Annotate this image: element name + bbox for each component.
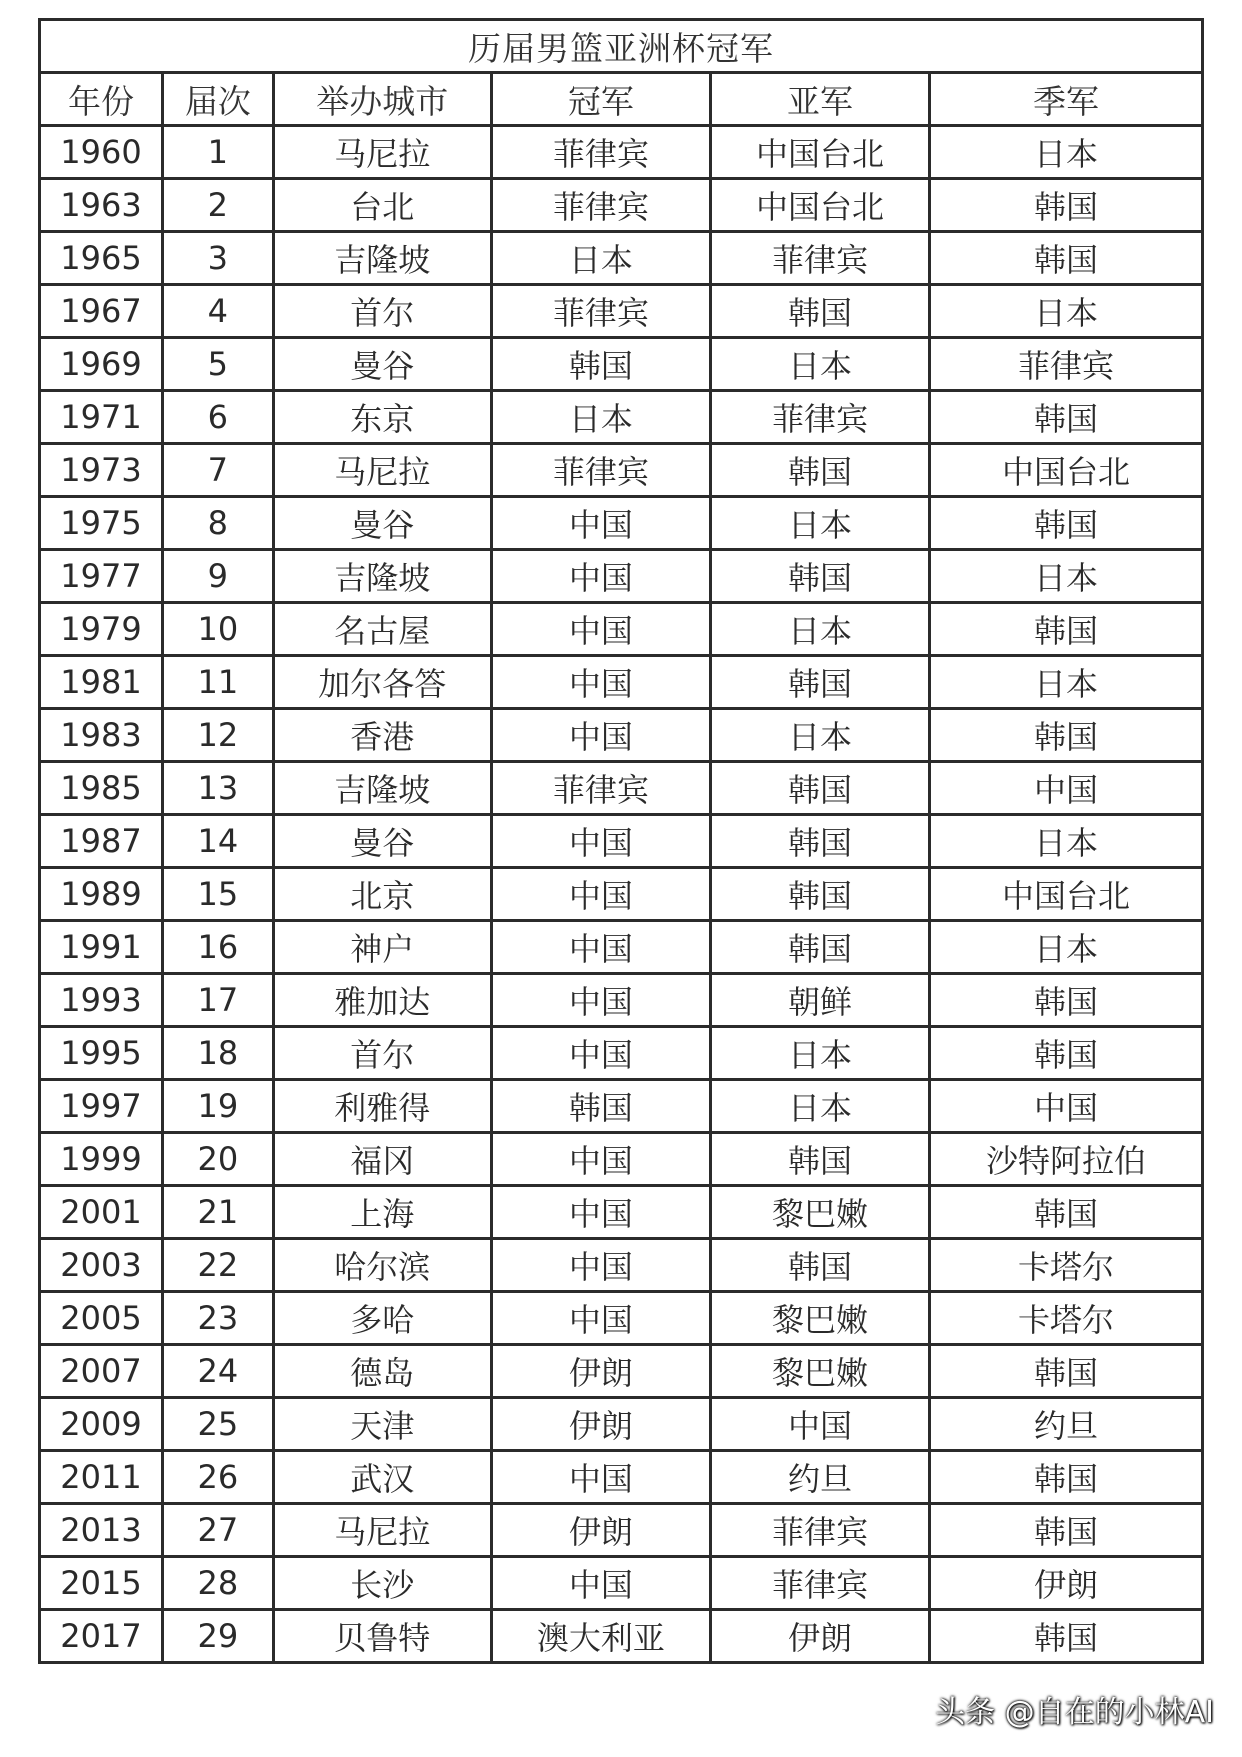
cell-edition: 25 — [163, 1398, 274, 1451]
table-row — [40, 1027, 1203, 1080]
cell-host-city: 贝鲁特 — [273, 1610, 491, 1663]
cell-champion: 澳大利亚 — [491, 1610, 710, 1663]
cell-host-city: 上海 — [273, 1186, 491, 1239]
table-body — [40, 126, 1203, 1663]
cell-runner-up: 黎巴嫩 — [710, 1292, 929, 1345]
cell-third-place: 日本 — [930, 815, 1203, 868]
cell-champion: 菲律宾 — [491, 285, 710, 338]
cell-runner-up: 韩国 — [710, 550, 929, 603]
cell-host-city: 香港 — [273, 709, 491, 762]
cell-edition: 3 — [163, 232, 274, 285]
cell-third-place: 韩国 — [930, 179, 1203, 232]
cell-champion: 中国 — [491, 1557, 710, 1610]
cell-year: 1971 — [40, 391, 163, 444]
champions-table — [38, 18, 1204, 1664]
cell-host-city: 长沙 — [273, 1557, 491, 1610]
cell-edition: 7 — [163, 444, 274, 497]
cell-year: 1963 — [40, 179, 163, 232]
table-row — [40, 1504, 1203, 1557]
cell-runner-up: 菲律宾 — [710, 232, 929, 285]
cell-runner-up: 中国台北 — [710, 179, 929, 232]
cell-champion: 日本 — [491, 232, 710, 285]
cell-champion: 中国 — [491, 921, 710, 974]
cell-year: 2011 — [40, 1451, 163, 1504]
cell-champion: 中国 — [491, 709, 710, 762]
table-row — [40, 550, 1203, 603]
table-row — [40, 1610, 1203, 1663]
header-host-city: 举办城市 — [273, 73, 491, 126]
table-row — [40, 338, 1203, 391]
cell-year: 2017 — [40, 1610, 163, 1663]
cell-runner-up: 韩国 — [710, 921, 929, 974]
cell-year: 1960 — [40, 126, 163, 179]
cell-third-place: 韩国 — [930, 1186, 1203, 1239]
cell-third-place: 韩国 — [930, 1610, 1203, 1663]
cell-host-city: 马尼拉 — [273, 1504, 491, 1557]
header-third-place: 季军 — [930, 73, 1203, 126]
cell-runner-up: 日本 — [710, 1080, 929, 1133]
cell-champion: 中国 — [491, 656, 710, 709]
cell-third-place: 韩国 — [930, 1345, 1203, 1398]
cell-runner-up: 日本 — [710, 1027, 929, 1080]
cell-edition: 28 — [163, 1557, 274, 1610]
cell-host-city: 神户 — [273, 921, 491, 974]
cell-edition: 27 — [163, 1504, 274, 1557]
cell-year: 1969 — [40, 338, 163, 391]
cell-third-place: 约旦 — [930, 1398, 1203, 1451]
cell-champion: 菲律宾 — [491, 179, 710, 232]
cell-year: 1977 — [40, 550, 163, 603]
cell-host-city: 东京 — [273, 391, 491, 444]
cell-year: 1987 — [40, 815, 163, 868]
cell-runner-up: 韩国 — [710, 762, 929, 815]
cell-host-city: 吉隆坡 — [273, 762, 491, 815]
cell-edition: 22 — [163, 1239, 274, 1292]
cell-third-place: 韩国 — [930, 497, 1203, 550]
cell-runner-up: 菲律宾 — [710, 391, 929, 444]
cell-edition: 11 — [163, 656, 274, 709]
cell-host-city: 马尼拉 — [273, 126, 491, 179]
cell-host-city: 哈尔滨 — [273, 1239, 491, 1292]
cell-edition: 5 — [163, 338, 274, 391]
cell-edition: 19 — [163, 1080, 274, 1133]
cell-host-city: 马尼拉 — [273, 444, 491, 497]
cell-edition: 15 — [163, 868, 274, 921]
cell-third-place: 卡塔尔 — [930, 1292, 1203, 1345]
cell-third-place: 中国台北 — [930, 868, 1203, 921]
table-row — [40, 868, 1203, 921]
cell-year: 2009 — [40, 1398, 163, 1451]
cell-host-city: 福冈 — [273, 1133, 491, 1186]
header-year: 年份 — [40, 73, 163, 126]
cell-host-city: 名古屋 — [273, 603, 491, 656]
table-row — [40, 126, 1203, 179]
cell-edition: 13 — [163, 762, 274, 815]
cell-champion: 中国 — [491, 974, 710, 1027]
table-row — [40, 179, 1203, 232]
cell-host-city: 武汉 — [273, 1451, 491, 1504]
cell-third-place: 日本 — [930, 285, 1203, 338]
cell-host-city: 加尔各答 — [273, 656, 491, 709]
cell-champion: 菲律宾 — [491, 126, 710, 179]
cell-year: 1979 — [40, 603, 163, 656]
cell-edition: 1 — [163, 126, 274, 179]
cell-host-city: 曼谷 — [273, 497, 491, 550]
cell-runner-up: 韩国 — [710, 1239, 929, 1292]
cell-champion: 中国 — [491, 1451, 710, 1504]
cell-third-place: 中国 — [930, 762, 1203, 815]
cell-runner-up: 约旦 — [710, 1451, 929, 1504]
cell-edition: 16 — [163, 921, 274, 974]
table-row — [40, 656, 1203, 709]
table-row — [40, 391, 1203, 444]
cell-host-city: 多哈 — [273, 1292, 491, 1345]
cell-year: 1967 — [40, 285, 163, 338]
cell-runner-up: 韩国 — [710, 1133, 929, 1186]
cell-third-place: 韩国 — [930, 232, 1203, 285]
cell-host-city: 首尔 — [273, 285, 491, 338]
header-row — [40, 73, 1203, 126]
table-row — [40, 1451, 1203, 1504]
cell-champion: 中国 — [491, 1292, 710, 1345]
table-row — [40, 1186, 1203, 1239]
cell-edition: 18 — [163, 1027, 274, 1080]
table-row — [40, 497, 1203, 550]
cell-third-place: 菲律宾 — [930, 338, 1203, 391]
cell-champion: 中国 — [491, 815, 710, 868]
cell-champion: 中国 — [491, 603, 710, 656]
cell-year: 1999 — [40, 1133, 163, 1186]
cell-champion: 中国 — [491, 1133, 710, 1186]
cell-year: 1997 — [40, 1080, 163, 1133]
cell-year: 1973 — [40, 444, 163, 497]
cell-third-place: 韩国 — [930, 974, 1203, 1027]
cell-third-place: 韩国 — [930, 1504, 1203, 1557]
cell-third-place: 中国台北 — [930, 444, 1203, 497]
cell-year: 1981 — [40, 656, 163, 709]
cell-year: 2007 — [40, 1345, 163, 1398]
cell-runner-up: 中国 — [710, 1398, 929, 1451]
cell-edition: 6 — [163, 391, 274, 444]
cell-runner-up: 黎巴嫩 — [710, 1345, 929, 1398]
cell-year: 1975 — [40, 497, 163, 550]
table-row — [40, 762, 1203, 815]
cell-runner-up: 菲律宾 — [710, 1557, 929, 1610]
cell-year: 1985 — [40, 762, 163, 815]
cell-year: 2015 — [40, 1557, 163, 1610]
table-row — [40, 1080, 1203, 1133]
cell-year: 1993 — [40, 974, 163, 1027]
cell-champion: 菲律宾 — [491, 444, 710, 497]
cell-year: 1991 — [40, 921, 163, 974]
table-row — [40, 1557, 1203, 1610]
title-row — [40, 20, 1203, 73]
cell-champion: 韩国 — [491, 338, 710, 391]
cell-runner-up: 伊朗 — [710, 1610, 929, 1663]
cell-host-city: 雅加达 — [273, 974, 491, 1027]
cell-year: 1965 — [40, 232, 163, 285]
cell-runner-up: 日本 — [710, 497, 929, 550]
cell-third-place: 韩国 — [930, 709, 1203, 762]
header-runner-up: 亚军 — [710, 73, 929, 126]
cell-third-place: 韩国 — [930, 603, 1203, 656]
cell-edition: 12 — [163, 709, 274, 762]
table-row — [40, 232, 1203, 285]
table-row — [40, 974, 1203, 1027]
cell-runner-up: 日本 — [710, 603, 929, 656]
cell-champion: 中国 — [491, 550, 710, 603]
cell-host-city: 台北 — [273, 179, 491, 232]
cell-third-place: 韩国 — [930, 391, 1203, 444]
cell-third-place: 日本 — [930, 126, 1203, 179]
cell-third-place: 伊朗 — [930, 1557, 1203, 1610]
table-row — [40, 285, 1203, 338]
cell-champion: 韩国 — [491, 1080, 710, 1133]
cell-runner-up: 韩国 — [710, 285, 929, 338]
cell-runner-up: 韩国 — [710, 444, 929, 497]
cell-year: 1983 — [40, 709, 163, 762]
cell-host-city: 曼谷 — [273, 815, 491, 868]
cell-edition: 10 — [163, 603, 274, 656]
cell-third-place: 韩国 — [930, 1451, 1203, 1504]
cell-edition: 8 — [163, 497, 274, 550]
cell-host-city: 吉隆坡 — [273, 232, 491, 285]
cell-champion: 菲律宾 — [491, 762, 710, 815]
table-row — [40, 921, 1203, 974]
cell-champion: 伊朗 — [491, 1345, 710, 1398]
header-champion: 冠军 — [491, 73, 710, 126]
cell-runner-up: 黎巴嫩 — [710, 1186, 929, 1239]
cell-edition: 26 — [163, 1451, 274, 1504]
cell-champion: 日本 — [491, 391, 710, 444]
cell-year: 2005 — [40, 1292, 163, 1345]
cell-runner-up: 日本 — [710, 709, 929, 762]
cell-champion: 中国 — [491, 1186, 710, 1239]
cell-edition: 9 — [163, 550, 274, 603]
cell-third-place: 日本 — [930, 921, 1203, 974]
watermark: 头条 @自在的小林AI — [935, 1695, 1214, 1730]
cell-runner-up: 韩国 — [710, 868, 929, 921]
cell-runner-up: 韩国 — [710, 815, 929, 868]
cell-edition: 29 — [163, 1610, 274, 1663]
cell-edition: 23 — [163, 1292, 274, 1345]
cell-host-city: 首尔 — [273, 1027, 491, 1080]
cell-host-city: 北京 — [273, 868, 491, 921]
cell-year: 1995 — [40, 1027, 163, 1080]
table-row — [40, 444, 1203, 497]
cell-host-city: 天津 — [273, 1398, 491, 1451]
table-row — [40, 1345, 1203, 1398]
table-row — [40, 1239, 1203, 1292]
cell-third-place: 日本 — [930, 656, 1203, 709]
cell-third-place: 卡塔尔 — [930, 1239, 1203, 1292]
table-row — [40, 1292, 1203, 1345]
table-title: 历届男篮亚洲杯冠军 — [40, 20, 1203, 73]
cell-year: 1989 — [40, 868, 163, 921]
header-edition: 届次 — [163, 73, 274, 126]
cell-champion: 伊朗 — [491, 1504, 710, 1557]
cell-champion: 中国 — [491, 1239, 710, 1292]
cell-edition: 24 — [163, 1345, 274, 1398]
cell-edition: 20 — [163, 1133, 274, 1186]
cell-edition: 4 — [163, 285, 274, 338]
cell-champion: 中国 — [491, 497, 710, 550]
cell-runner-up: 朝鲜 — [710, 974, 929, 1027]
table-row — [40, 1133, 1203, 1186]
cell-edition: 2 — [163, 179, 274, 232]
cell-host-city: 利雅得 — [273, 1080, 491, 1133]
cell-runner-up: 中国台北 — [710, 126, 929, 179]
cell-champion: 中国 — [491, 1027, 710, 1080]
cell-third-place: 沙特阿拉伯 — [930, 1133, 1203, 1186]
cell-edition: 17 — [163, 974, 274, 1027]
table-row — [40, 815, 1203, 868]
cell-year: 2001 — [40, 1186, 163, 1239]
table-row — [40, 709, 1203, 762]
cell-third-place: 韩国 — [930, 1027, 1203, 1080]
cell-champion: 中国 — [491, 868, 710, 921]
cell-host-city: 曼谷 — [273, 338, 491, 391]
cell-runner-up: 日本 — [710, 338, 929, 391]
cell-host-city: 吉隆坡 — [273, 550, 491, 603]
table-row — [40, 603, 1203, 656]
cell-third-place: 中国 — [930, 1080, 1203, 1133]
table-row — [40, 1398, 1203, 1451]
cell-third-place: 日本 — [930, 550, 1203, 603]
cell-edition: 14 — [163, 815, 274, 868]
cell-year: 2003 — [40, 1239, 163, 1292]
cell-edition: 21 — [163, 1186, 274, 1239]
cell-runner-up: 韩国 — [710, 656, 929, 709]
cell-runner-up: 菲律宾 — [710, 1504, 929, 1557]
cell-champion: 伊朗 — [491, 1398, 710, 1451]
cell-host-city: 德岛 — [273, 1345, 491, 1398]
cell-year: 2013 — [40, 1504, 163, 1557]
